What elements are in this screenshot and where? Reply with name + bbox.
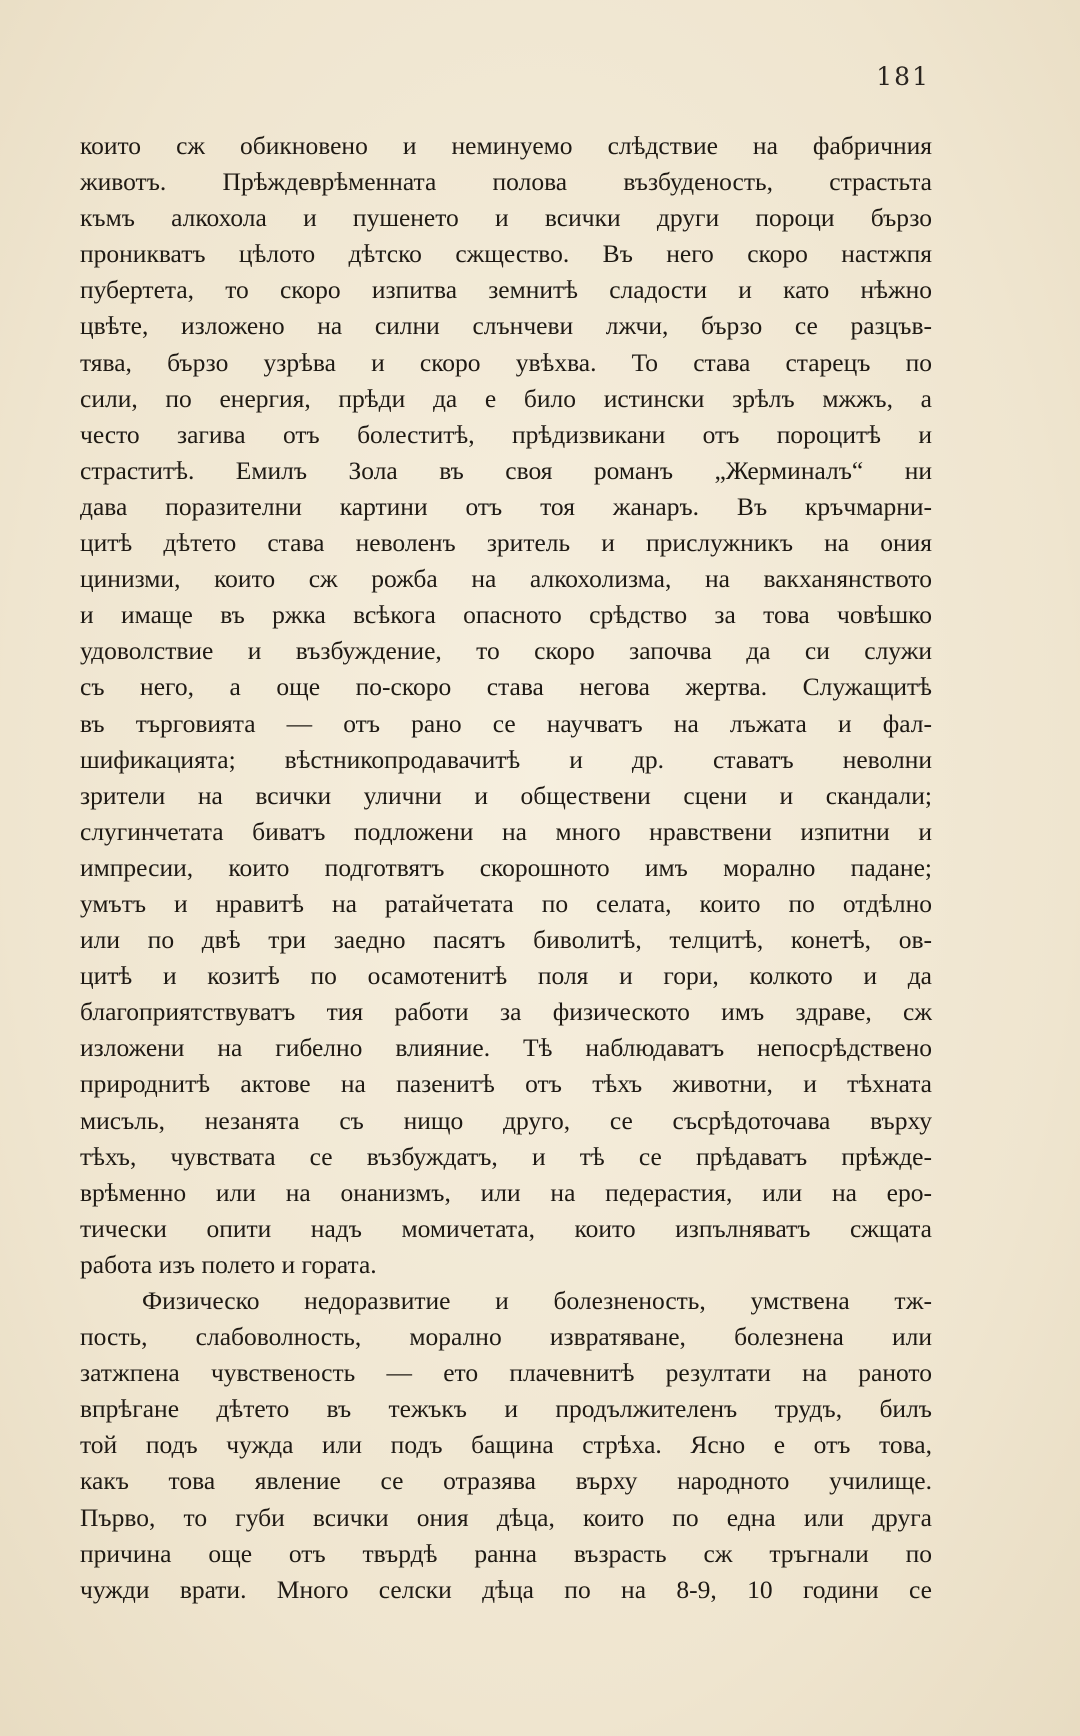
- text-line: тически опити надъ момичетата, които изпълняватъ сжщата: [80, 1213, 932, 1243]
- text-line: животъ. Прѣждеврѣменната полова възбуденость, страстьта: [80, 167, 932, 197]
- text-line: той подъ чужда или подъ бащина стрѣха. Ясно е отъ това,: [80, 1430, 932, 1460]
- paragraph: [80, 1283, 932, 1608]
- text-line: Физическо недоразвитие и болезненость, умствена тж-: [142, 1286, 932, 1315]
- text-line: причина още отъ твърдѣ ранна възрасть сж тръгнали по: [80, 1538, 932, 1568]
- text-line: умътъ и нравитѣ на ратайчетата по селата, които по отдѣлно: [80, 888, 932, 918]
- body-text: [80, 128, 932, 1608]
- text-line: тява, бързо узрѣва и скоро увѣхва. То става старецъ по: [80, 347, 932, 377]
- text-line: благоприятствуватъ тия работи за физическото имъ здраве, сж: [80, 997, 932, 1027]
- text-line: въ търговията — отъ рано се научватъ на лъжата и фал-: [80, 708, 932, 738]
- text-line: къмъ алкохола и пушенето и всички други пороци бързо: [80, 203, 932, 233]
- text-line: цвѣте, изложено на силни слънчеви лжчи, бързо се разцъв-: [80, 311, 932, 341]
- text-line: какъ това явление се отразява върху народното училище.: [80, 1466, 932, 1496]
- text-line: които сж обикновено и неминуемо слѣдствие на фабричния: [80, 131, 932, 160]
- paragraph: [80, 128, 932, 1283]
- page-number: 181: [876, 62, 930, 91]
- text-line: природнитѣ актове на пазенитѣ отъ тѣхъ животни, и тѣхната: [80, 1069, 932, 1099]
- text-line: цитѣ дѣтето става неволенъ зритель и прислужникъ на ония: [80, 528, 932, 558]
- text-line: често загива отъ болеститѣ, прѣдизвикани отъ пороцитѣ и: [80, 419, 932, 449]
- text-line: мисъль, незанята съ нищо друго, се съсрѣдоточава върху: [80, 1105, 932, 1135]
- text-line: дава поразителни картини отъ тоя жанаръ. Въ кръчмарни-: [80, 491, 932, 521]
- text-line: слугинчетата биватъ подложени на много нравствени изпитни и: [80, 816, 932, 846]
- text-line: работа изъ полето и гората.: [80, 1249, 377, 1279]
- text-line: затжпена чувственость — ето плачевнитѣ резултати на раното: [80, 1358, 932, 1388]
- text-line: удоволствие и възбуждение, то скоро започва да си служи: [80, 636, 932, 666]
- text-line: шификацията; вѣстникопродавачитѣ и др. ставатъ неволни: [80, 744, 932, 774]
- text-line: зрители на всички улични и обществени сцени и скандали;: [80, 780, 932, 810]
- text-line: впрѣгане дѣтето въ тежъкъ и продължителенъ трудъ, билъ: [80, 1394, 932, 1424]
- text-line: сили, по енергия, прѣди да е било истински зрѣлъ мжжъ, а: [80, 383, 932, 413]
- text-line: цитѣ и козитѣ по осамотенитѣ поля и гори, колкото и да: [80, 961, 932, 991]
- text-line: проникватъ цѣлото дѣтско сжщество. Въ него скоро настжпя: [80, 239, 932, 269]
- text-line: тѣхъ, чувствата се възбуждатъ, и тѣ се прѣдаватъ прѣжде-: [80, 1141, 932, 1171]
- text-line: цинизми, които сж рожба на алкохолизма, на вакханянството: [80, 564, 932, 594]
- text-line: пость, слабоволность, морално извратяване, болезнена или: [80, 1322, 932, 1352]
- text-line: страститѣ. Емилъ Зола въ своя романъ „Жерминалъ“ ни: [80, 455, 932, 485]
- text-line: съ него, а още по-скоро става негова жертва. Служащитѣ: [80, 672, 932, 702]
- text-line: и имаще въ ржка всѣкога опасното срѣдство за това човѣшко: [80, 600, 932, 630]
- text-line: пубертета, то скоро изпитва земнитѣ сладости и като нѣжно: [80, 275, 932, 305]
- text-line: импресии, които подготвятъ скорошното имъ морално падане;: [80, 852, 932, 882]
- text-line: Първо, то губи всички ония дѣца, които по една или друга: [80, 1502, 932, 1532]
- text-line: чужди врати. Много селски дѣца по на 8-9, 10 години се: [80, 1574, 932, 1604]
- text-line: врѣменно или на онанизмъ, или на педерастия, или на еро-: [80, 1177, 932, 1207]
- text-line: или по двѣ три заедно пасятъ биволитѣ, телцитѣ, конетѣ, ов-: [80, 925, 932, 955]
- text-line: изложени на гибелно влияние. Тѣ наблюдаватъ непосрѣдствено: [80, 1033, 932, 1063]
